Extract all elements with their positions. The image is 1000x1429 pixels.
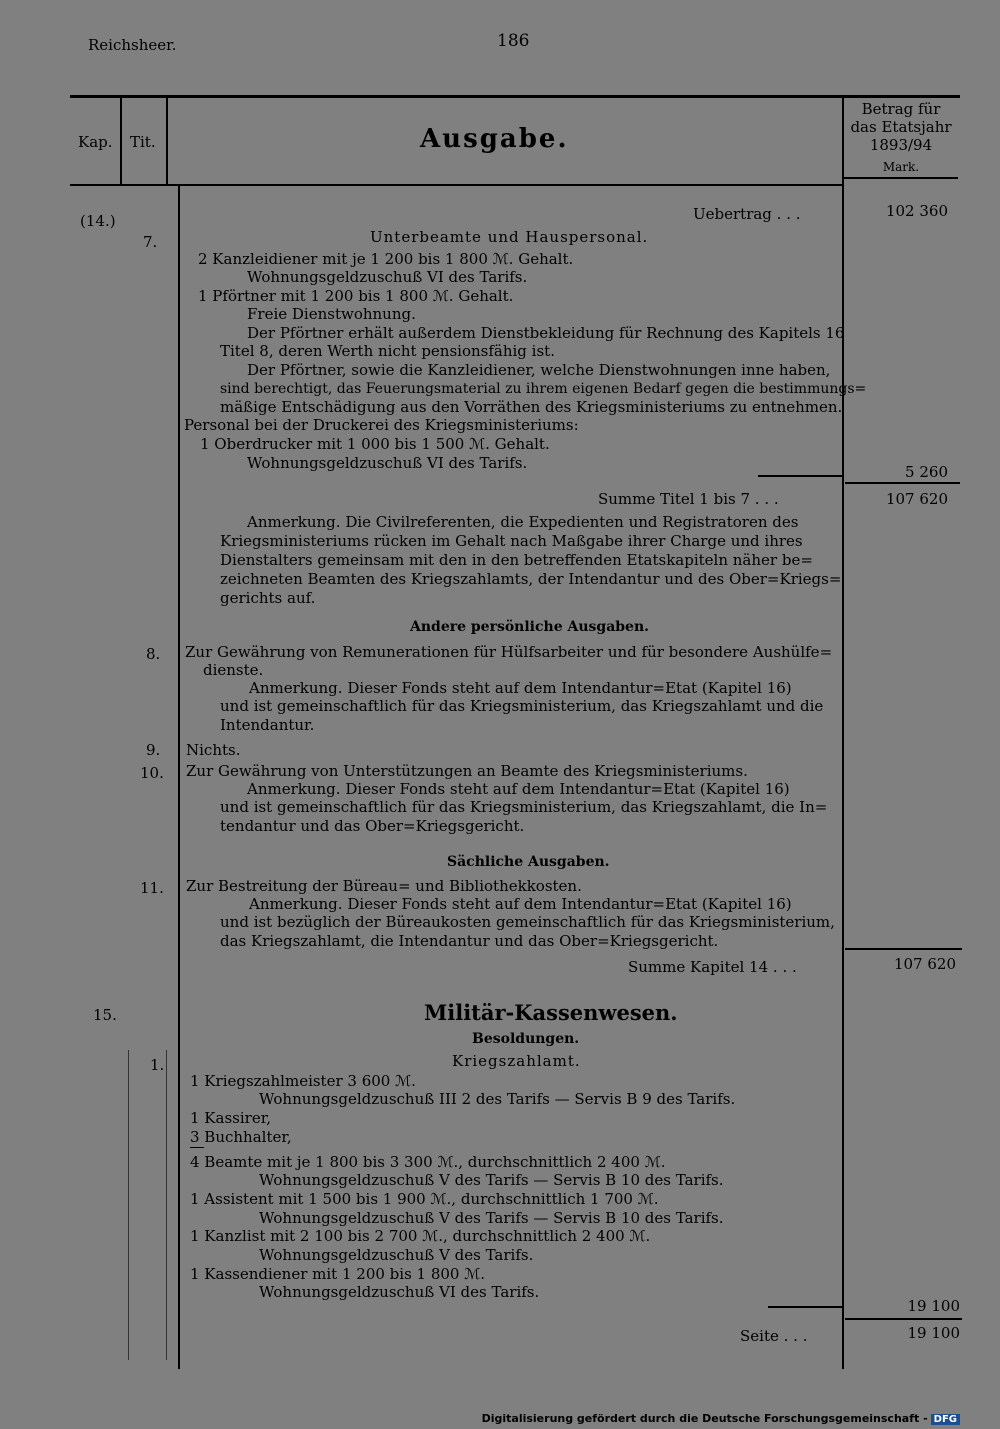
text-line: 4 Beamte mit je 1 800 bis 3 300 ℳ., durchschnittlich 2 400 ℳ. <box>190 1153 666 1171</box>
amount-seite: 19 100 <box>907 1324 960 1342</box>
text-line: Zur Bestreitung der Büreau= und Bibliothekkosten. <box>186 877 582 895</box>
text-line: mäßige Entschädigung aus den Vorräthen des Kriegsministeriums zu entnehmen. <box>220 398 843 416</box>
kap-number: (14.) <box>80 212 116 230</box>
text-line: Zur Gewährung von Unterstützungen an Beamte des Kriegsministeriums. <box>186 762 748 780</box>
tit-number: 10. <box>140 764 164 782</box>
text-line: Wohnungsgeldzuschuß VI des Tarifs. <box>247 454 528 472</box>
text-line: und ist gemeinschaftlich für das Kriegsministerium, das Kriegszahlamt, die In= <box>220 798 828 816</box>
credit-text: Digitalisierung gefördert durch die Deutsche Forschungsgemeinschaft - <box>481 1412 928 1425</box>
seite-label: Seite . . . <box>740 1327 808 1345</box>
subtotal-rule <box>845 1318 962 1320</box>
column-amount-line2: das Etatsjahr <box>850 118 952 136</box>
text-line: 1 Kriegszahlmeister 3 600 ℳ. <box>190 1072 416 1090</box>
subtotal-rule <box>758 475 842 477</box>
tit-number: 9. <box>146 741 161 759</box>
chapter-heading: Militär-Kassenwesen. <box>424 1000 678 1025</box>
amount-subtotal: 5 260 <box>905 463 948 481</box>
column-amount-line3: 1893/94 <box>869 136 933 154</box>
text-line: Titel 8, deren Werth nicht pensionsfähig ist. <box>220 342 555 360</box>
section-heading: Sächliche Ausgaben. <box>447 854 610 870</box>
text-line: 2 Kanzleidiener mit je 1 200 bis 1 800 ℳ. Gehalt. <box>198 250 574 268</box>
text-line: und ist bezüglich der Büreaukosten gemeinschaftlich für das Kriegsministerium, <box>220 913 835 931</box>
tit-number: 7. <box>143 233 158 251</box>
text-line: 1 Kassirer, <box>190 1109 271 1127</box>
summe-label: Summe Kapitel 14 . . . <box>628 958 797 976</box>
section-heading: Besoldungen. <box>472 1031 580 1047</box>
text-line: Wohnungsgeldzuschuß III 2 des Tarifs — Servis B 9 des Tarifs. <box>259 1090 736 1108</box>
text-line: Wohnungsgeldzuschuß V des Tarifs — Servis B 10 des Tarifs. <box>259 1171 724 1189</box>
text-line: 1 Pförtner mit 1 200 bis 1 800 ℳ. Gehalt. <box>198 287 514 305</box>
text-line: 1 Kanzlist mit 2 100 bis 2 700 ℳ., durchschnittlich 2 400 ℳ. <box>190 1227 651 1245</box>
table-top-rule <box>70 95 960 98</box>
text-line: zeichneten Beamten des Kriegszahlamts, der Intendantur und des Ober=Kriegs= <box>220 570 842 588</box>
column-unit: Mark. <box>882 160 920 174</box>
main-left-divider <box>178 186 180 1369</box>
text-line: Nichts. <box>186 741 241 759</box>
faint-dashed-rule <box>128 1050 129 1360</box>
column-kap: Kap. <box>78 133 113 151</box>
dfg-logo: DFG <box>931 1414 960 1425</box>
text-line: Anmerkung. Dieser Fonds steht auf dem Intendantur=Etat (Kapitel 16) <box>247 780 790 798</box>
subtotal-rule <box>768 1306 842 1308</box>
amount-summe-kapitel: 107 620 <box>893 955 956 973</box>
text-line: Zur Gewährung von Remunerationen für Hülfsarbeiter und für besondere Aushülfe= <box>185 643 833 661</box>
column-tit: Tit. <box>130 133 156 151</box>
column-amount-line1: Betrag für <box>861 100 941 118</box>
main-amount-divider <box>842 97 844 1369</box>
kap-number: 15. <box>93 1006 117 1024</box>
table-header-rule <box>70 184 842 186</box>
text-line: Dienstalters gemeinsam mit den in den betreffenden Etatskapiteln näher be= <box>220 551 813 569</box>
text-line: Der Pförtner, sowie die Kanzleidiener, welche Dienstwohnungen inne haben, <box>247 361 831 379</box>
text-line: sind berechtigt, das Feuerungsmaterial zu ihrem eigenen Bedarf gegen die bestimmungs= <box>220 381 867 397</box>
text-line: dienste. <box>203 661 264 679</box>
tit-number: 1. <box>150 1056 165 1074</box>
tit-number: 8. <box>146 645 161 663</box>
digitization-credit <box>482 1412 960 1425</box>
sum-underline <box>190 1147 204 1148</box>
tit-main-divider-head <box>166 97 168 186</box>
section-heading: Andere persönliche Ausgaben. <box>410 619 650 635</box>
text-line: Wohnungsgeldzuschuß VI des Tarifs. <box>259 1283 540 1301</box>
text-line: Anmerkung. Die Civilreferenten, die Expedienten und Registratoren des <box>247 513 799 531</box>
text-line: Der Pförtner erhält außerdem Dienstbekleidung für Rechnung des Kapitels 16 <box>247 324 845 342</box>
text-line: Wohnungsgeldzuschuß V des Tarifs. <box>259 1246 534 1264</box>
section-heading: Unterbeamte und Hauspersonal. <box>370 228 649 246</box>
amount-uebertrag: 102 360 <box>885 202 948 220</box>
amount-summe-titel: 107 620 <box>885 490 948 508</box>
text-line: Wohnungsgeldzuschuß V des Tarifs — Servis B 10 des Tarifs. <box>259 1209 724 1227</box>
summe-label: Summe Titel 1 bis 7 . . . <box>598 490 779 508</box>
uebertrag-label: Uebertrag . . . <box>693 205 801 223</box>
text-line: Kriegsministeriums rücken im Gehalt nach Maßgabe ihrer Charge und ihres <box>220 532 803 550</box>
text-line: und ist gemeinschaftlich für das Kriegsministerium, das Kriegszahlamt und die <box>220 697 824 715</box>
text-line: 1 Oberdrucker mit 1 000 bis 1 500 ℳ. Gehalt. <box>200 435 550 453</box>
text-line: gerichts auf. <box>220 589 316 607</box>
summe-rule <box>845 948 962 950</box>
faint-dashed-rule <box>166 1050 167 1360</box>
subtotal-rule <box>845 482 960 484</box>
kap-tit-divider-head <box>120 97 122 186</box>
page-number: 186 <box>497 31 530 51</box>
tit-number: 11. <box>140 879 164 897</box>
text-line: Anmerkung. Dieser Fonds steht auf dem Intendantur=Etat (Kapitel 16) <box>249 895 792 913</box>
amount-subtotal: 19 100 <box>907 1297 960 1315</box>
text-line: Freie Dienstwohnung. <box>247 305 416 323</box>
text-line: tendantur und das Ober=Kriegsgericht. <box>220 817 525 835</box>
text-line: Anmerkung. Dieser Fonds steht auf dem Intendantur=Etat (Kapitel 16) <box>249 679 792 697</box>
text-line: 1 Kassendiener mit 1 200 bis 1 800 ℳ. <box>190 1265 486 1283</box>
text-line: das Kriegszahlamt, die Intendantur und das Ober=Kriegsgericht. <box>220 932 719 950</box>
column-ausgabe: Ausgabe. <box>420 124 569 154</box>
amount-header-rule <box>842 177 958 179</box>
text-line: 3 Buchhalter, <box>190 1128 292 1146</box>
section-heading: Kriegszahlamt. <box>452 1052 581 1070</box>
text-line: Wohnungsgeldzuschuß VI des Tarifs. <box>247 268 528 286</box>
running-head: Reichsheer. <box>88 36 177 54</box>
text-line: Intendantur. <box>220 716 315 734</box>
text-line: 1 Assistent mit 1 500 bis 1 900 ℳ., durchschnittlich 1 700 ℳ. <box>190 1190 659 1208</box>
text-line: Personal bei der Druckerei des Kriegsministeriums: <box>184 416 579 434</box>
